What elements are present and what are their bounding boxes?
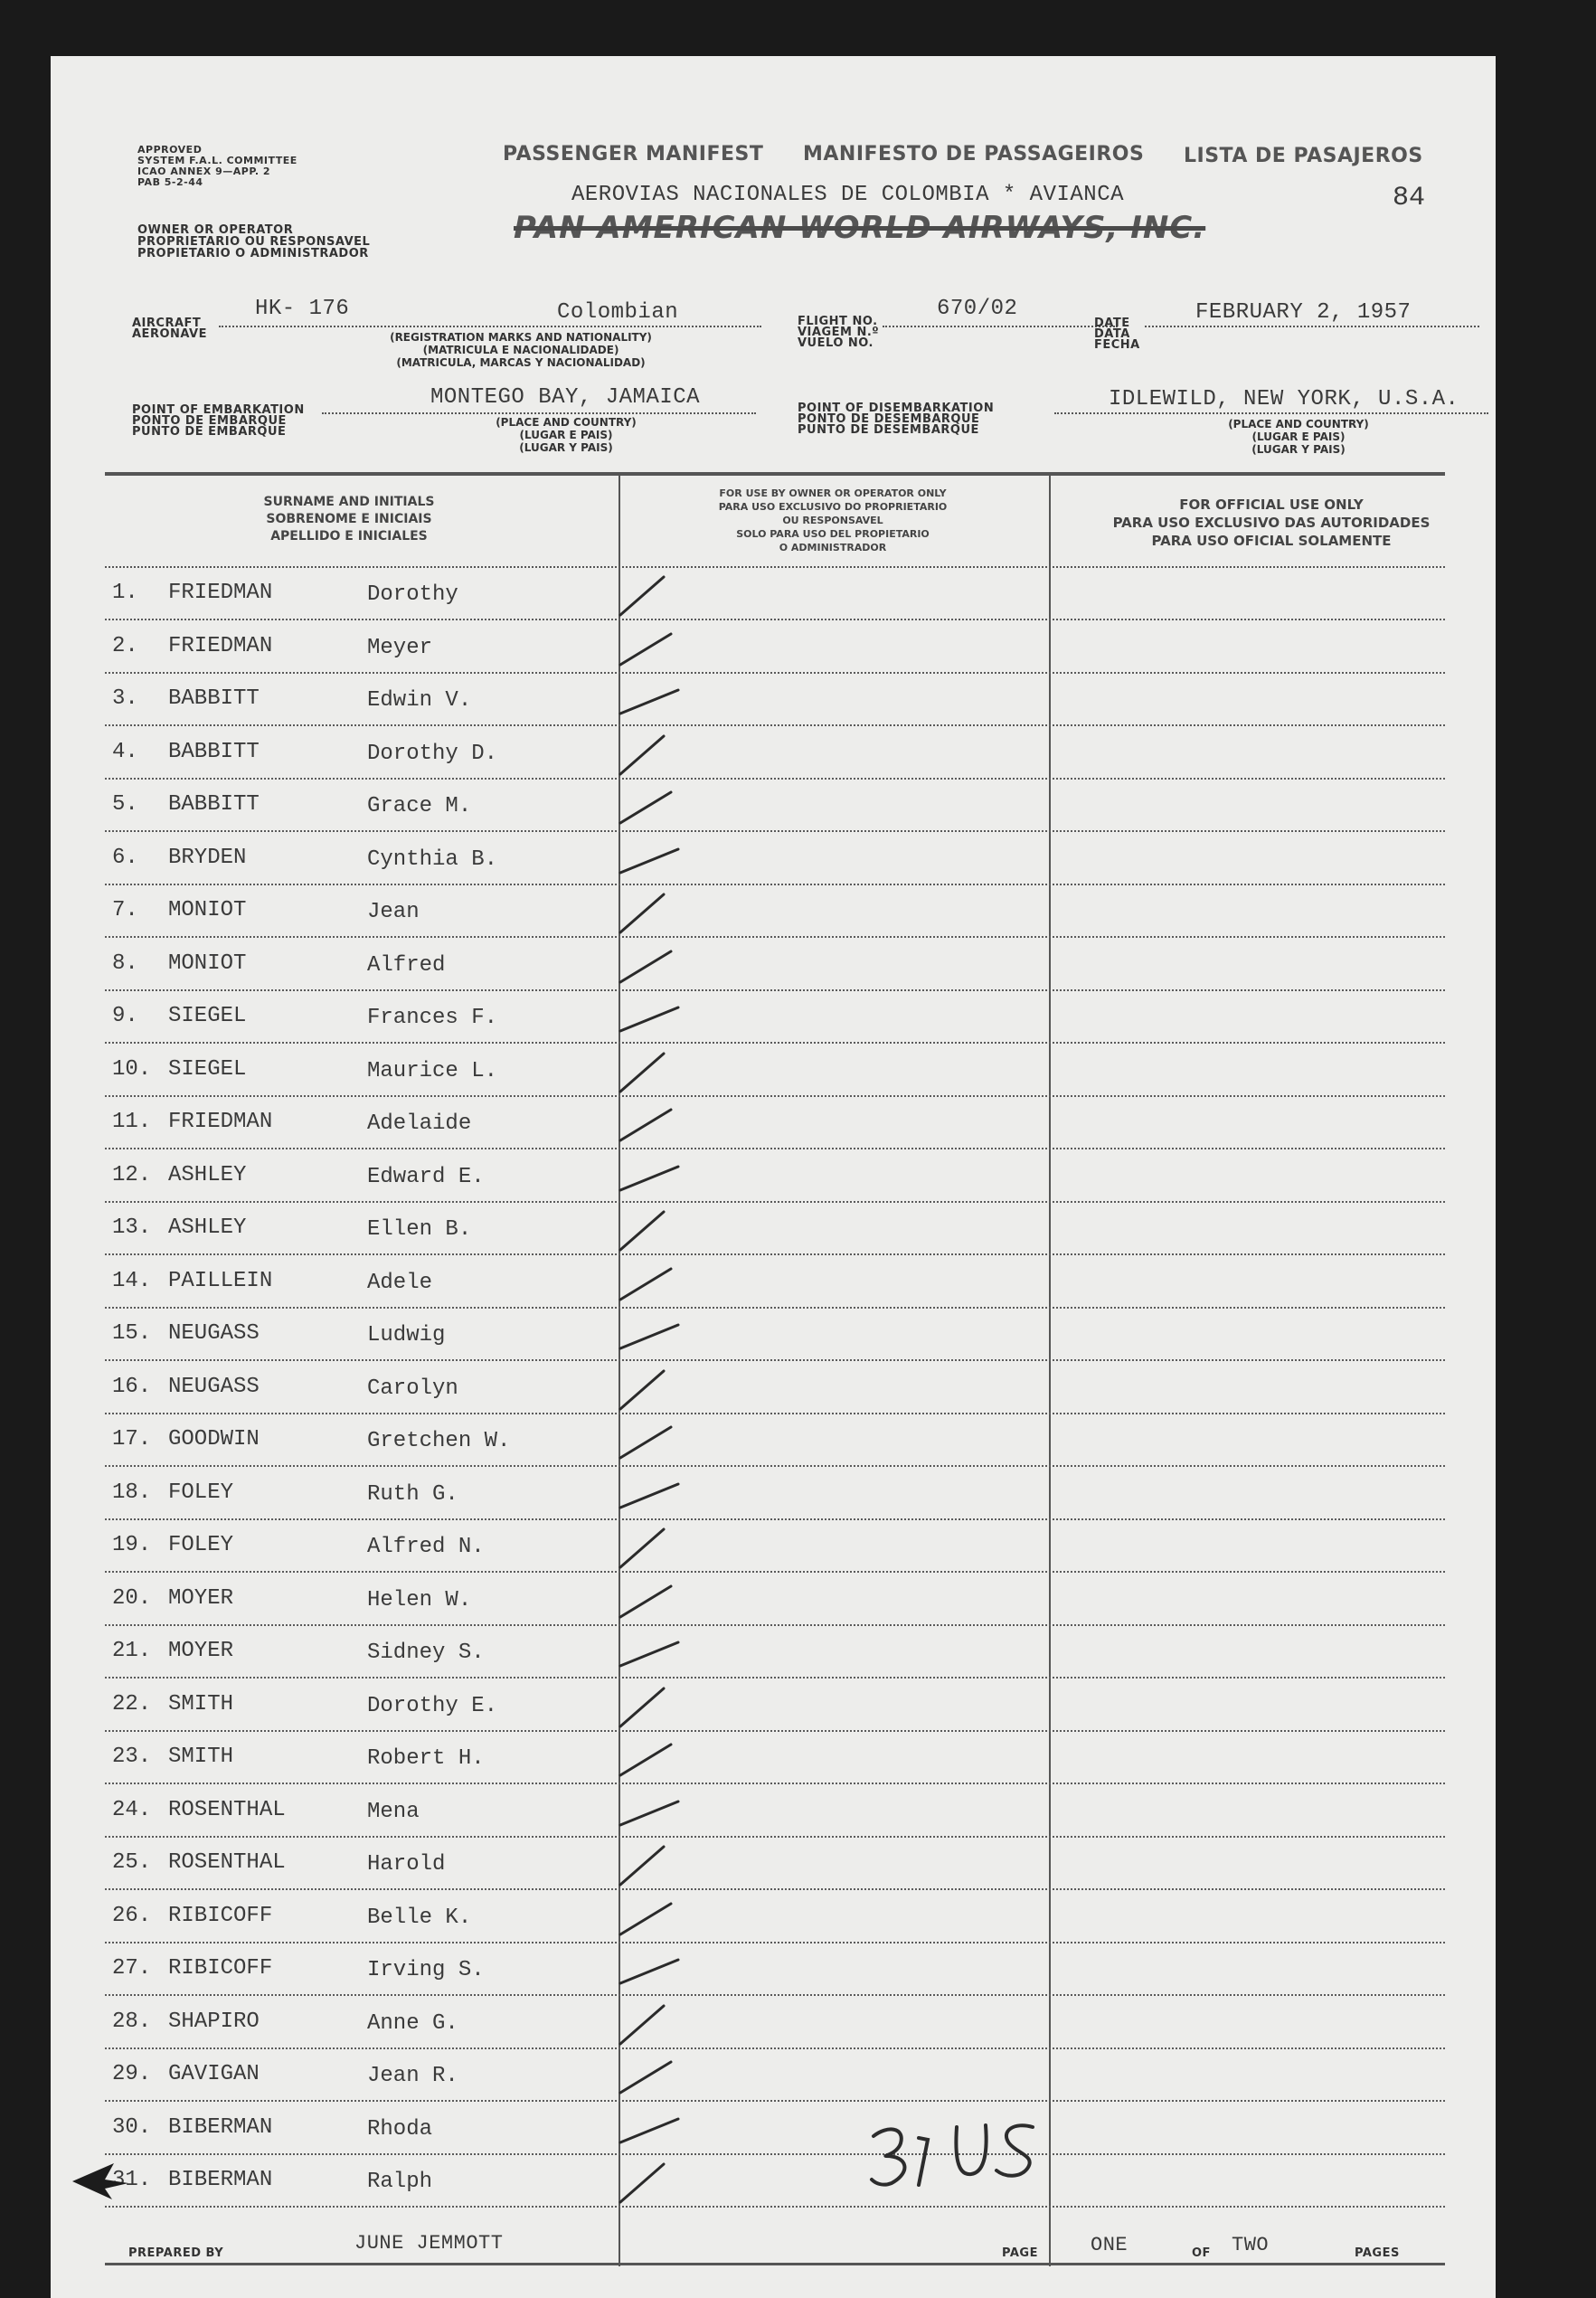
operator-label: PROPIETARIO O ADMINISTRADOR: [137, 247, 369, 260]
date-label-line: FECHA: [1094, 338, 1140, 352]
surname-cell: FRIEDMAN: [168, 581, 273, 605]
title-pt: MANIFESTO DE PASSAGEIROS: [803, 143, 1145, 165]
given-name-cell: Jean: [367, 900, 420, 924]
row-number: 12.: [112, 1162, 152, 1187]
table-row: [51, 1732, 1496, 1784]
check-mark-icon: [609, 727, 718, 781]
given-name-cell: Alfred: [367, 952, 446, 978]
caption-line: (REGISTRATION MARKS AND NATIONALITY): [390, 331, 652, 344]
flight-rule: [883, 326, 1118, 327]
given-name-cell: Ruth G.: [367, 1481, 458, 1507]
given-name-cell: Irving S.: [367, 1958, 485, 1982]
surname-cell: NEUGASS: [168, 1321, 260, 1346]
date-label-line: DATE: [1094, 317, 1130, 330]
given-name-cell: Dorothy: [367, 582, 458, 607]
given-name-cell: Helen W.: [367, 1587, 472, 1612]
table-row: [51, 991, 1496, 1044]
surname-cell: BIBERMAN: [168, 2168, 273, 2192]
check-mark-icon: [609, 1256, 718, 1310]
given-name-cell: Sidney S.: [367, 1641, 485, 1665]
table-row: [51, 833, 1496, 885]
check-mark-icon: [609, 1520, 718, 1575]
given-name-cell: Mena: [367, 1799, 420, 1824]
check-mark-icon: [609, 1574, 718, 1628]
table-row: [51, 1309, 1496, 1361]
table-row: [51, 1679, 1496, 1732]
table-row: [51, 568, 1496, 620]
row-number: 22.: [112, 1691, 152, 1716]
table-row: [51, 2155, 1496, 2208]
table-row: [51, 621, 1496, 674]
given-name-cell: Belle K.: [367, 1905, 472, 1930]
row-rule: [105, 2206, 1445, 2208]
given-name-cell: Anne G.: [367, 2010, 458, 2036]
row-number: 16.: [112, 1374, 152, 1399]
handwritten-total: [855, 2109, 1072, 2190]
row-number: 4.: [112, 739, 138, 764]
row-number: 15.: [112, 1321, 152, 1346]
column-header-line: SURNAME AND INITIALS: [263, 495, 435, 509]
given-name-cell: Carolyn: [367, 1376, 458, 1401]
aircraft-value: HK- 176: [255, 297, 350, 321]
row-number: 31.: [112, 2168, 152, 2192]
table-row: [51, 1997, 1496, 2049]
flight-label-line: VUELO NO.: [798, 336, 874, 350]
given-name-cell: Rhoda: [367, 2116, 433, 2142]
surname-cell: BIBERMAN: [168, 2114, 273, 2140]
embark-label: [132, 405, 305, 438]
table-row: [51, 885, 1496, 938]
row-number: 10.: [112, 1056, 152, 1082]
surname-cell: BABBITT: [168, 739, 260, 764]
surname-cell: NEUGASS: [168, 1374, 260, 1399]
column-header-owner: [629, 487, 1036, 554]
table-row: [51, 1891, 1496, 1943]
nationality-value: Colombian: [557, 300, 679, 325]
table-row: [51, 1785, 1496, 1838]
surname-cell: SHAPIRO: [168, 2009, 260, 2034]
given-name-cell: Frances F.: [367, 1006, 498, 1030]
given-name-cell: Robert H.: [367, 1746, 485, 1771]
page-stamp: 84: [1393, 183, 1426, 213]
surname-cell: BABBITT: [168, 792, 260, 817]
check-mark-icon: [609, 1732, 718, 1786]
surname-cell: MONIOT: [168, 950, 247, 976]
surname-cell: MOYER: [168, 1639, 234, 1663]
surname-cell: GAVIGAN: [168, 2062, 260, 2086]
check-mark-icon: [609, 621, 718, 676]
total-pages-value: TWO: [1232, 2234, 1270, 2256]
given-name-cell: Harold: [367, 1852, 446, 1877]
caption-line: (LUGAR Y PAIS): [519, 441, 613, 454]
given-name-cell: Gretchen W.: [367, 1429, 511, 1453]
embark-label-line: PUNTO DE EMBARQUE: [132, 425, 287, 439]
check-mark-icon: [609, 1943, 718, 1998]
row-number: 6.: [112, 845, 138, 870]
approval-block: [137, 145, 297, 188]
check-mark-icon: [609, 1626, 718, 1680]
row-number: 26.: [112, 1903, 152, 1928]
row-number: 19.: [112, 1533, 152, 1557]
table-top-rule: [105, 472, 1445, 476]
given-name-cell: Grace M.: [367, 794, 472, 818]
table-row: [51, 727, 1496, 780]
check-mark-icon: [609, 939, 718, 993]
check-mark-icon: [609, 1045, 718, 1099]
prepared-value: JUNE JEMMOTT: [354, 2232, 504, 2255]
prepared-label: PREPARED BY: [128, 2246, 224, 2260]
table-row: [51, 674, 1496, 726]
row-number: 7.: [112, 898, 138, 922]
column-header-line: SOBRENOME E INICIAIS: [266, 512, 432, 526]
row-number: 1.: [112, 581, 138, 605]
flight-label: [798, 317, 879, 349]
disembark-value: IDLEWILD, NEW YORK, U.S.A.: [1109, 387, 1459, 411]
given-name-cell: Ralph: [367, 2170, 433, 2194]
row-number: 9.: [112, 1004, 138, 1028]
operator-label: PROPRIETARIO OU RESPONSAVEL: [137, 235, 371, 249]
surname-cell: SMITH: [168, 1745, 234, 1769]
pages-label: PAGES: [1355, 2246, 1400, 2260]
surname-cell: FRIEDMAN: [168, 633, 273, 658]
disembark-place-caption: [1181, 418, 1416, 456]
given-name-cell: Ludwig: [367, 1323, 446, 1348]
check-mark-icon: [609, 1414, 718, 1469]
approval-line: SYSTEM F.A.L. COMMITTEE: [137, 155, 297, 166]
embark-label-line: PONTO DE EMBARQUE: [132, 414, 287, 428]
table-row: [51, 1626, 1496, 1679]
date-label: [1094, 318, 1140, 351]
surname-cell: RIBICOFF: [168, 1903, 273, 1928]
check-mark-icon: [609, 2155, 718, 2209]
date-value: FEBRUARY 2, 1957: [1195, 300, 1412, 325]
surname-cell: ASHLEY: [168, 1215, 247, 1240]
row-number: 2.: [112, 633, 138, 658]
given-name-cell: Meyer: [367, 635, 433, 660]
page-label: PAGE: [1002, 2246, 1038, 2260]
check-mark-icon: [609, 885, 718, 940]
table-row: [51, 1943, 1496, 1996]
row-number: 11.: [112, 1110, 152, 1134]
table-row: [51, 1414, 1496, 1467]
flight-value: 670/02: [937, 297, 1018, 321]
caption-line: (LUGAR E PAIS): [519, 429, 613, 441]
row-number: 3.: [112, 686, 138, 711]
passenger-list: [51, 568, 1496, 2259]
check-mark-icon: [609, 674, 718, 728]
given-name-cell: Dorothy D.: [367, 741, 498, 766]
check-mark-icon: [609, 1097, 718, 1151]
check-mark-icon: [609, 780, 718, 834]
column-header-line: SOLO PARA USO DEL PROPIETARIO: [736, 528, 930, 540]
surname-cell: GOODWIN: [168, 1427, 260, 1452]
approval-line: PAB 5-2-44: [137, 176, 203, 188]
title-es: LISTA DE PASAJEROS: [1184, 145, 1423, 167]
row-number: 20.: [112, 1585, 152, 1611]
check-mark-icon: [609, 1150, 718, 1205]
operator-typed: AEROVIAS NACIONALES DE COLOMBIA * AVIANCA: [571, 183, 1124, 207]
given-name-cell: Edward E.: [367, 1164, 485, 1189]
embark-label-line: POINT OF EMBARKATION: [132, 403, 305, 417]
column-header-line: OU RESPONSAVEL: [782, 515, 883, 526]
date-rule: [1145, 326, 1479, 327]
check-mark-icon: [609, 1362, 718, 1416]
table-row: [51, 939, 1496, 991]
surname-cell: FRIEDMAN: [168, 1110, 273, 1134]
given-name-cell: Maurice L.: [367, 1058, 498, 1083]
check-mark-icon: [609, 1785, 718, 1839]
check-mark-icon: [609, 568, 718, 622]
given-name-cell: Adelaide: [367, 1111, 472, 1136]
flight-label-line: FLIGHT NO.: [798, 315, 878, 328]
check-mark-icon: [609, 1997, 718, 2051]
surname-cell: ROSENTHAL: [168, 1797, 286, 1822]
disembark-label-line: PONTO DE DESEMBARQUE: [798, 412, 980, 426]
column-header-line: PARA USO OFICIAL SOLAMENTE: [1151, 533, 1392, 549]
caption-line: (PLACE AND COUNTRY): [496, 416, 637, 429]
page-value: ONE: [1091, 2234, 1129, 2256]
row-number: 5.: [112, 792, 138, 817]
check-mark-icon: [609, 2103, 718, 2157]
check-mark-icon: [609, 1309, 718, 1363]
embark-place-caption: [449, 416, 684, 454]
surname-cell: FOLEY: [168, 1480, 234, 1505]
surname-cell: BABBITT: [168, 686, 260, 711]
surname-cell: MONIOT: [168, 898, 247, 922]
given-name-cell: Ellen B.: [367, 1217, 472, 1242]
column-header-official: [1054, 496, 1488, 550]
table-row: [51, 1838, 1496, 1890]
caption-line: (LUGAR E PAIS): [1251, 430, 1346, 443]
table-row: [51, 1045, 1496, 1097]
caption-line: (PLACE AND COUNTRY): [1228, 418, 1369, 430]
row-number: 13.: [112, 1215, 152, 1240]
embark-value: MONTEGO BAY, JAMAICA: [430, 385, 701, 410]
column-header-line: FOR USE BY OWNER OR OPERATOR ONLY: [719, 487, 947, 499]
surname-cell: ASHLEY: [168, 1162, 247, 1187]
given-name-cell: Adele: [367, 1270, 433, 1295]
row-number: 21.: [112, 1639, 152, 1663]
operator-label: OWNER OR OPERATOR: [137, 223, 294, 237]
surname-cell: PAILLEIN: [168, 1268, 273, 1293]
surname-cell: BRYDEN: [168, 845, 247, 870]
row-number: 8.: [112, 950, 138, 976]
of-label: OF: [1192, 2246, 1211, 2260]
surname-cell: SIEGEL: [168, 1056, 247, 1082]
approval-line: APPROVED: [137, 144, 203, 156]
registration-caption: [322, 331, 720, 369]
caption-line: (LUGAR Y PAIS): [1251, 443, 1346, 456]
check-mark-icon: [609, 1891, 718, 1945]
table-row: [51, 1203, 1496, 1255]
table-row: [51, 1256, 1496, 1309]
table-row: [51, 1468, 1496, 1520]
surname-cell: SMITH: [168, 1691, 234, 1716]
check-mark-icon: [609, 1468, 718, 1522]
check-mark-icon: [609, 1838, 718, 1892]
given-name-cell: Alfred N.: [367, 1535, 485, 1559]
row-number: 17.: [112, 1427, 152, 1452]
arrow-mark-icon: [69, 2156, 132, 2201]
column-header-line: O ADMINISTRADOR: [779, 542, 887, 553]
table-row: [51, 780, 1496, 832]
row-number: 24.: [112, 1797, 152, 1822]
row-number: 25.: [112, 1850, 152, 1875]
given-name-cell: Dorothy E.: [367, 1693, 498, 1718]
row-number: 14.: [112, 1268, 152, 1293]
table-row: [51, 1097, 1496, 1149]
surname-cell: FOLEY: [168, 1533, 234, 1557]
row-number: 28.: [112, 2009, 152, 2034]
surname-cell: ROSENTHAL: [168, 1850, 286, 1875]
row-number: 27.: [112, 1956, 152, 1981]
check-mark-icon: [609, 1679, 718, 1734]
column-header-name: [168, 494, 530, 545]
disembark-rule: [1054, 412, 1488, 414]
embark-rule: [322, 412, 756, 414]
aircraft-label: [132, 318, 207, 340]
table-row: [51, 1150, 1496, 1203]
surname-cell: RIBICOFF: [168, 1956, 273, 1981]
aircraft-rule: [219, 326, 761, 327]
row-number: 30.: [112, 2114, 152, 2140]
table-row: [51, 1362, 1496, 1414]
disembark-label: [798, 403, 994, 436]
disembark-label-line: POINT OF DISEMBARKATION: [798, 402, 995, 415]
operator-labels: [137, 224, 370, 260]
footer-rule: [105, 2263, 1445, 2265]
row-number: 23.: [112, 1745, 152, 1769]
flight-label-line: VIAGEM N.º: [798, 326, 880, 339]
approval-line: ICAO ANNEX 9—APP. 2: [137, 165, 271, 177]
check-mark-icon: [609, 833, 718, 887]
given-name-cell: Edwin V.: [367, 688, 472, 713]
handwritten-total-drawing: [855, 2109, 1072, 2190]
check-mark-icon: [609, 1203, 718, 1257]
column-header-line: FOR OFFICIAL USE ONLY: [1179, 496, 1364, 513]
check-mark-icon: [609, 2049, 718, 2104]
column-header-line: APELLIDO E INICIALES: [270, 529, 428, 544]
row-number: 18.: [112, 1480, 152, 1505]
check-mark-icon: [609, 991, 718, 1045]
caption-line: (MATRICULA, MARCAS Y NACIONALIDAD): [396, 356, 646, 369]
column-header-line: PARA USO EXCLUSIVO DAS AUTORIDADES: [1112, 515, 1431, 531]
date-label-line: DATA: [1094, 327, 1130, 341]
operator-printed-struck: PAN AMERICAN WORLD AIRWAYS, INC.: [514, 210, 1206, 246]
surname-cell: SIEGEL: [168, 1004, 247, 1028]
manifest-sheet: [51, 56, 1496, 2298]
given-name-cell: Cynthia B.: [367, 846, 498, 872]
aircraft-label-line: AIRCRAFT: [132, 317, 202, 330]
table-row: [51, 1520, 1496, 1573]
disembark-label-line: PUNTO DE DESEMBARQUE: [798, 423, 979, 437]
title-en: PASSENGER MANIFEST: [503, 143, 764, 165]
aircraft-label-line: AERONAVE: [132, 327, 208, 341]
row-number: 29.: [112, 2062, 152, 2086]
table-row: [51, 1574, 1496, 1626]
column-header-line: PARA USO EXCLUSIVO DO PROPRIETARIO: [718, 501, 948, 513]
given-name-cell: Jean R.: [367, 2064, 458, 2088]
caption-line: (MATRICULA E NACIONALIDADE): [422, 344, 619, 356]
table-row: [51, 2103, 1496, 2155]
table-row: [51, 2049, 1496, 2102]
surname-cell: MOYER: [168, 1585, 234, 1611]
